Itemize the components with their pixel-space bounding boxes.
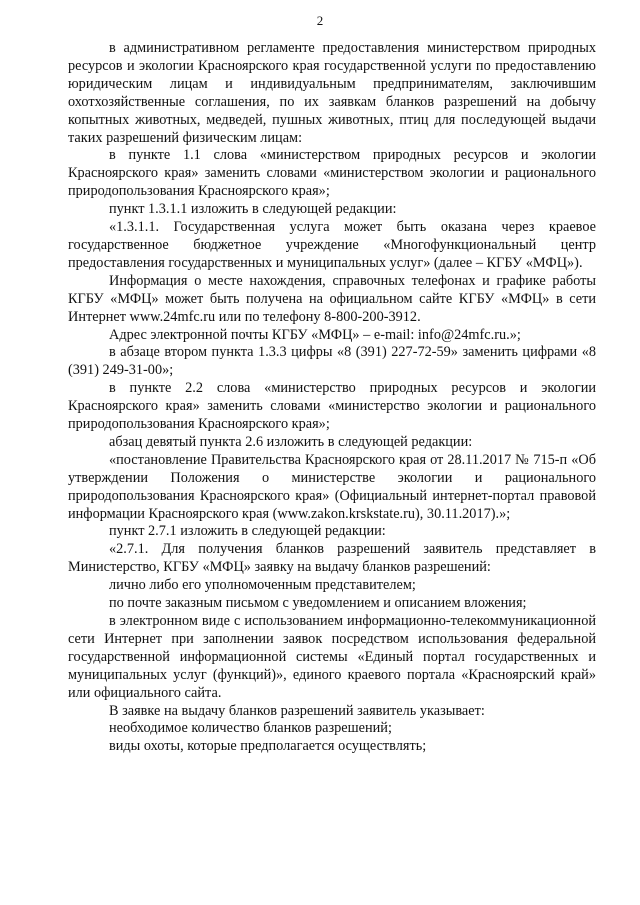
paragraph: Информация о месте нахождения, справочных телефонах и графике работы КГБУ «МФЦ» может быть получена на официальном сайте КГБУ «МФЦ» в сети Интернет www.24mfc.ru или по телефону 8-800-200-3912. [68,272,596,325]
paragraph: пункт 2.7.1 изложить в следующей редакции: [109,523,386,540]
paragraph: лично либо его уполномоченным представителем; [109,577,416,594]
paragraph: по почте заказным письмом с уведомлением и описанием вложения; [109,595,527,612]
paragraph: виды охоты, которые предполагается осуществлять; [109,738,427,755]
paragraph: Адрес электронной почты КГБУ «МФЦ» – e-mail: info@24mfc.ru.»; [109,326,521,343]
paragraph: В заявке на выдачу бланков разрешений заявитель указывает: [109,702,485,719]
paragraph: абзац девятый пункта 2.6 изложить в следующей редакции: [109,433,473,450]
paragraph: в электронном виде с использованием информационно-телекоммуникационной сети Интернет при заполнении заявок посредством использования федеральной государственной информационной системы «Единый портал государственных и муниципальных услуг (функций)», единого краевого портала «Красноярский край» или официального сайта. [68,613,596,701]
paragraph: необходимое количество бланков разрешений; [109,720,392,737]
paragraph: в пункте 2.2 слова «министерство природных ресурсов и экологии Красноярского края» заменить словами «министерство экологии и рационального природопользования Красноярского края»; [68,380,596,433]
document-body [68,40,596,756]
page-number: 2 [316,13,324,28]
paragraph: в абзаце втором пункта 1.3.3 цифры «8 (391) 227-72-59» заменить цифрами «8 (391) 249-31-00»; [68,344,596,379]
paragraph: пункт 1.3.1.1 изложить в следующей редакции: [109,201,397,218]
paragraph: «1.3.1.1. Государственная услуга может быть оказана через краевое государственное бюджетное учреждение «Многофункциональный центр предоставления государственных и муниципальных услуг» (далее – КГБУ «МФЦ»). [68,219,596,271]
paragraph: в пункте 1.1 слова «министерством природных ресурсов и экологии Красноярского края» заменить словами «министерством экологии и рационального природопользования Красноярского края»; [68,147,596,200]
paragraph: в административном регламенте предоставления министерством природных ресурсов и экологии Красноярского края государственной услуги по предоставлению юридическим лицам и индивидуальным предпринимателям, заключившим охотхозяйственные соглашения, по их заявкам бланков разрешений на добычу копытных животных, медведей, пушных животных, птиц для последующей выдачи таких разрешений физическим лицам: [68,40,596,146]
paragraph: «постановление Правительства Красноярского края от 28.11.2017 № 715-п «Об утверждении Положения о министерстве экологии и рационального природопользования Красноярского края» (Официальный интернет-портал правовой информации Красноярского края (www.zakon.krskstate.ru), 30.11.2017).»; [68,451,596,522]
paragraph: «2.7.1. Для получения бланков разрешений заявитель представляет в Министерство, КГБУ «МФЦ» заявку на выдачу бланков разрешений: [68,541,596,576]
